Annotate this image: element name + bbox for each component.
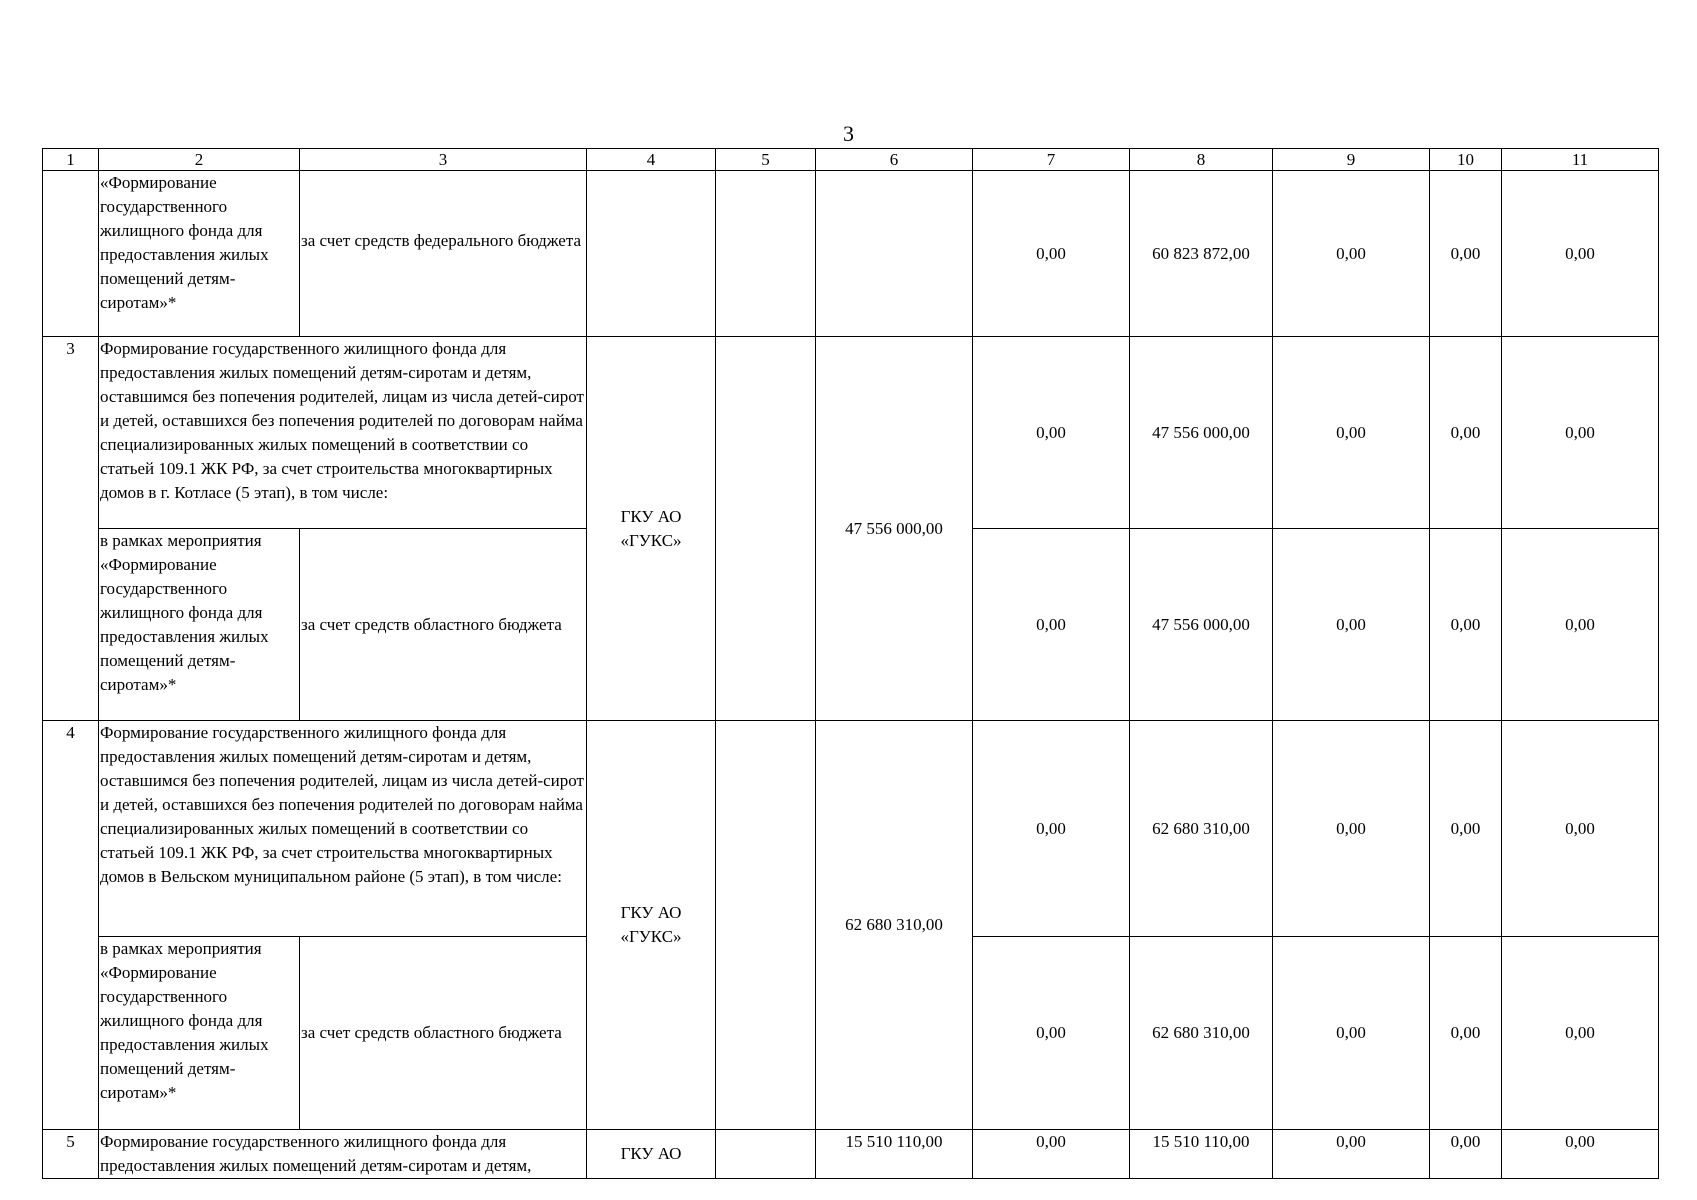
total-amount: 62 680 310,00	[816, 721, 973, 1130]
sub-measure-name: в рамках мероприятия «Формирование государственного жилищного фонда для предоставления жилых помещений детям-сиротам»*	[99, 529, 300, 721]
value-cell: 0,00	[973, 937, 1130, 1130]
measure-description-text: Формирование государственного жилищного фонда для предоставления жилых помещений детям-сиротам и детям,	[100, 1132, 532, 1175]
table-row	[43, 337, 1659, 529]
sub-measure-name: в рамках мероприятия «Формирование государственного жилищного фонда для предоставления жилых помещений детям-сиротам»*	[99, 937, 300, 1130]
executor: ГКУ АО	[587, 1130, 716, 1179]
page-number: 3	[843, 121, 854, 146]
row-number: 5	[43, 1130, 99, 1179]
measure-description: Формирование государственного жилищного фонда для предоставления жилых помещений детям-сиротам и детям, оставшимся без попечения родителей, лицам из числа детей-сирот и детей, оставшихся без попечения родителей по договорам найма специализированных жилых помещений в соответствии со статьей 109.1 ЖК РФ, за счет строительства многоквартирных домов в г. Котласе (5 этап), в том числе:	[99, 337, 587, 529]
sub-measure-name: «Формирование государственного жилищного фонда для предоставления жилых помещений детям-сиротам»*	[99, 171, 300, 337]
table-row	[43, 1130, 1659, 1179]
column-header: 8	[1130, 149, 1273, 171]
column-header: 2	[99, 149, 300, 171]
value-cell: 0,00	[1502, 1130, 1659, 1179]
total-amount: 15 510 110,00	[816, 1130, 973, 1179]
value-cell: 0,00	[973, 529, 1130, 721]
column-header: 1	[43, 149, 99, 171]
value-cell: 0,00	[973, 337, 1130, 529]
column-header: 3	[300, 149, 587, 171]
value-cell: 62 680 310,00	[1130, 721, 1273, 937]
value-cell: 0,00	[1502, 529, 1659, 721]
value-cell: 0,00	[973, 721, 1130, 937]
value-cell: 0,00	[1502, 937, 1659, 1130]
value-cell: 0,00	[1502, 337, 1659, 529]
value-cell: 47 556 000,00	[1130, 529, 1273, 721]
value-cell: 47 556 000,00	[1130, 337, 1273, 529]
column-header-row	[43, 149, 1659, 171]
column-header: 6	[816, 149, 973, 171]
row-number: 4	[43, 721, 99, 1130]
value-cell: 0,00	[1273, 171, 1430, 337]
table-row	[43, 171, 1659, 337]
value-cell: 0,00	[1273, 1130, 1430, 1179]
value-cell: 0,00	[973, 171, 1130, 337]
value-cell: 0,00	[1273, 721, 1430, 937]
column-header: 4	[587, 149, 716, 171]
value-cell: 0,00	[1430, 171, 1502, 337]
value-cell: 0,00	[1273, 937, 1430, 1130]
measure-description	[99, 1130, 587, 1179]
value-cell: 60 823 872,00	[1130, 171, 1273, 337]
value-cell: 62 680 310,00	[1130, 937, 1273, 1130]
column-header: 9	[1273, 149, 1430, 171]
value-cell: 0,00	[1430, 529, 1502, 721]
funding-source: за счет средств федерального бюджета	[300, 171, 587, 337]
total-amount: 47 556 000,00	[816, 337, 973, 721]
value-cell: 0,00	[1273, 337, 1430, 529]
column-header: 7	[973, 149, 1130, 171]
value-cell: 0,00	[1430, 1130, 1502, 1179]
value-cell: 0,00	[1430, 937, 1502, 1130]
row-number: 3	[43, 337, 99, 721]
budget-table	[42, 148, 1659, 1179]
value-cell: 0,00	[1430, 721, 1502, 937]
funding-source: за счет средств областного бюджета	[300, 937, 587, 1130]
value-cell: 0,00	[973, 1130, 1130, 1179]
funding-source: за счет средств областного бюджета	[300, 529, 587, 721]
value-cell: 0,00	[1502, 721, 1659, 937]
measure-description: Формирование государственного жилищного фонда для предоставления жилых помещений детям-сиротам и детям, оставшимся без попечения родителей, лицам из числа детей-сирот и детей, оставшихся без попечения родителей по договорам найма специализированных жилых помещений в соответствии со статьей 109.1 ЖК РФ, за счет строительства многоквартирных домов в Вельском муниципальном районе (5 этап), в том числе:	[99, 721, 587, 937]
table-row	[43, 721, 1659, 937]
executor: ГКУ АО «ГУКС»	[587, 337, 716, 721]
value-cell: 0,00	[1273, 529, 1430, 721]
value-cell: 15 510 110,00	[1130, 1130, 1273, 1179]
value-cell: 0,00	[1502, 171, 1659, 337]
executor: ГКУ АО «ГУКС»	[587, 721, 716, 1130]
column-header: 5	[716, 149, 816, 171]
column-header: 10	[1430, 149, 1502, 171]
column-header: 11	[1502, 149, 1659, 171]
value-cell: 0,00	[1430, 337, 1502, 529]
